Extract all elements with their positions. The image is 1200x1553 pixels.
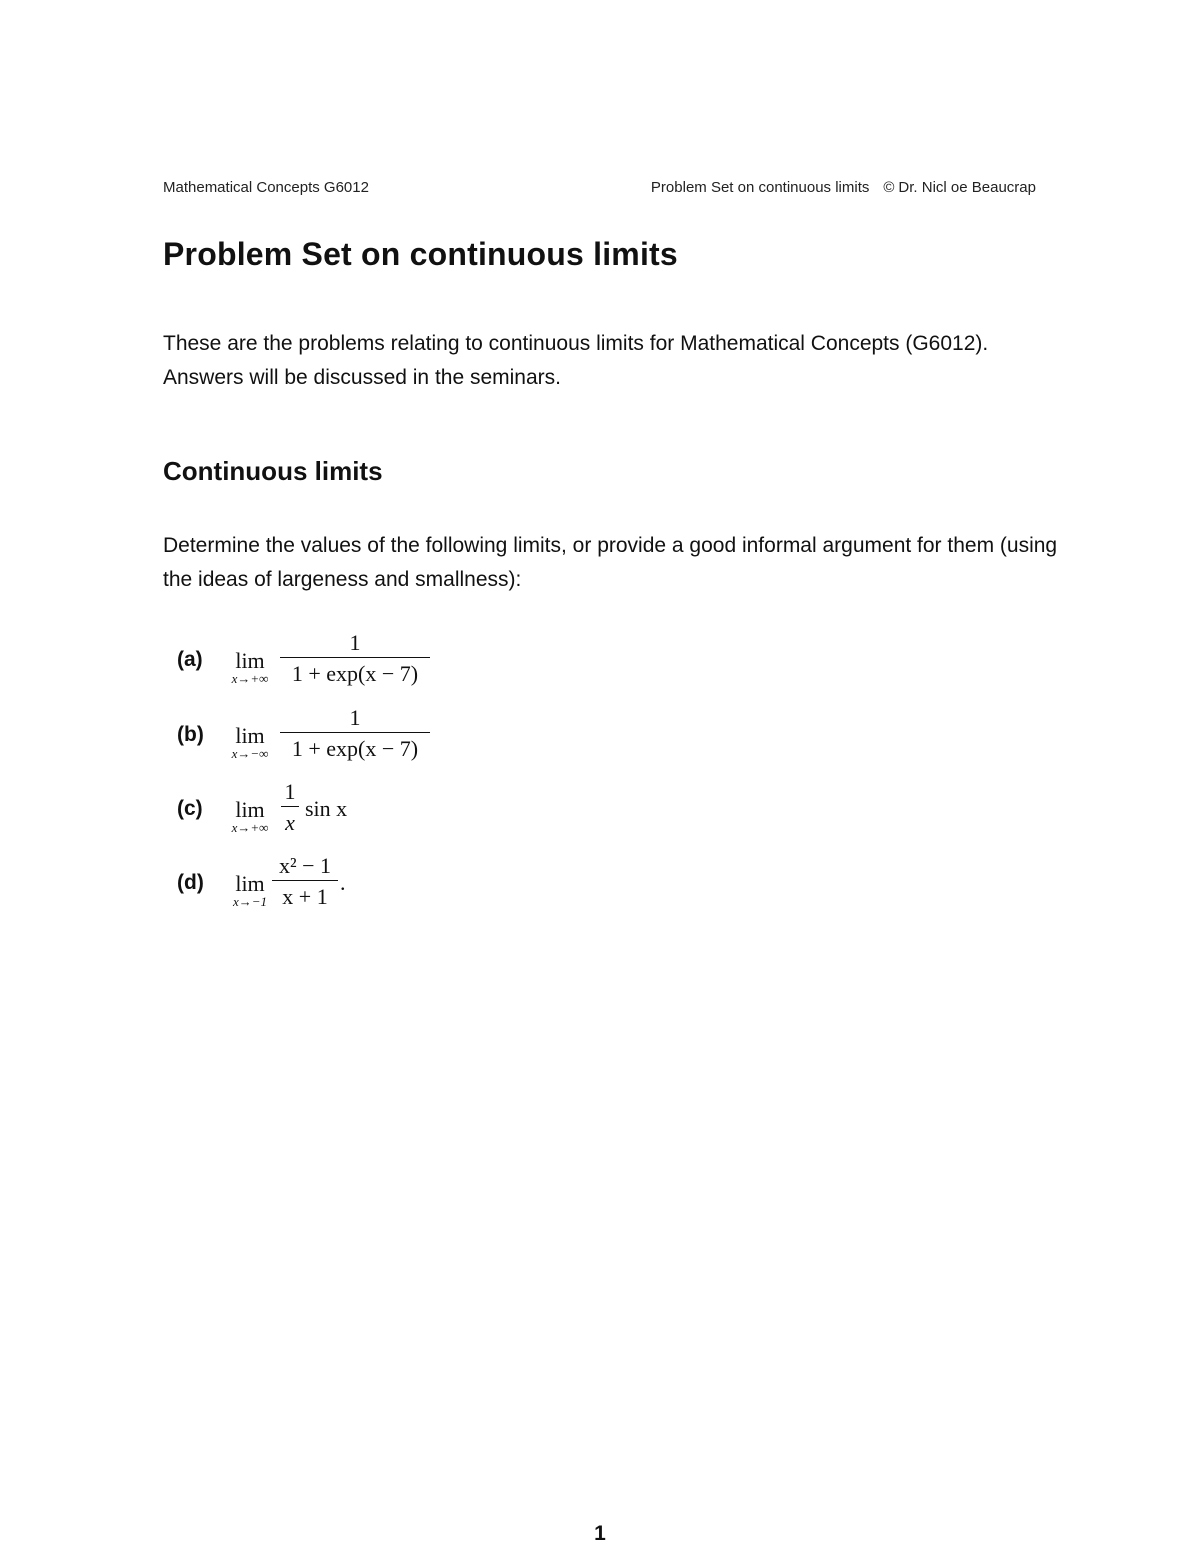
trailing-expression: sin x (305, 796, 348, 821)
page-number: 1 (594, 1522, 606, 1545)
running-header-author: Dr. Nicl oe Beaucrap (898, 179, 1036, 196)
fraction (272, 853, 338, 910)
limit-subscript: x→+∞ (231, 820, 269, 835)
fraction-numerator: x² − 1 (278, 853, 331, 878)
fraction-numerator: 1 (349, 630, 361, 655)
limit-subscript: x→−∞ (231, 746, 269, 761)
limit-subscript: x→+∞ (231, 671, 269, 686)
limit-operator (215, 799, 285, 835)
fraction (281, 779, 299, 836)
lim-word: lim (235, 723, 265, 748)
section-heading: Continuous limits (163, 456, 383, 486)
lim-word: lim (235, 871, 265, 896)
problem-a (177, 630, 677, 700)
problem-b (177, 705, 677, 775)
running-header-right (651, 179, 1036, 196)
fraction-numerator: 1 (284, 779, 296, 804)
limit-operator (215, 725, 285, 761)
fraction-denominator: x + 1 (282, 884, 328, 909)
fraction-bar (280, 732, 430, 733)
page-title: Problem Set on continuous limits (163, 236, 678, 272)
problem-c (177, 779, 677, 849)
fraction-bar (280, 657, 430, 658)
fraction-denominator: 1 + exp(x − 7) (291, 736, 419, 761)
trailing-period: . (340, 870, 346, 895)
limit-operator (215, 650, 285, 686)
fraction-numerator: 1 (349, 705, 361, 730)
instructions-paragraph: Determine the values of the following limits, or provide a good informal argument for them (using the ideas of largeness and smallness): (163, 534, 1058, 591)
lim-word: lim (235, 797, 265, 822)
problem-label: (b) (177, 723, 204, 746)
fraction-bar (272, 880, 338, 881)
fraction-bar (281, 806, 299, 807)
lim-word: lim (235, 648, 265, 673)
limit-subscript: x→−1 (232, 894, 268, 909)
problem-label: (c) (177, 797, 203, 820)
fraction (280, 630, 430, 687)
running-header-course: Mathematical Concepts G6012 (163, 179, 369, 196)
intro-paragraph: These are the problems relating to continuous limits for Mathematical Concepts (G6012). Answers will be discussed in the seminars. (163, 332, 989, 389)
fraction (280, 705, 430, 762)
copyright-icon: © (883, 179, 895, 196)
fraction-denominator: x (285, 810, 295, 835)
fraction-denominator: 1 + exp(x − 7) (291, 661, 419, 686)
problem-label: (a) (177, 648, 203, 671)
problem-label: (d) (177, 871, 204, 894)
running-header-title: Problem Set on continuous limits (650, 179, 870, 196)
problem-d (177, 853, 677, 923)
